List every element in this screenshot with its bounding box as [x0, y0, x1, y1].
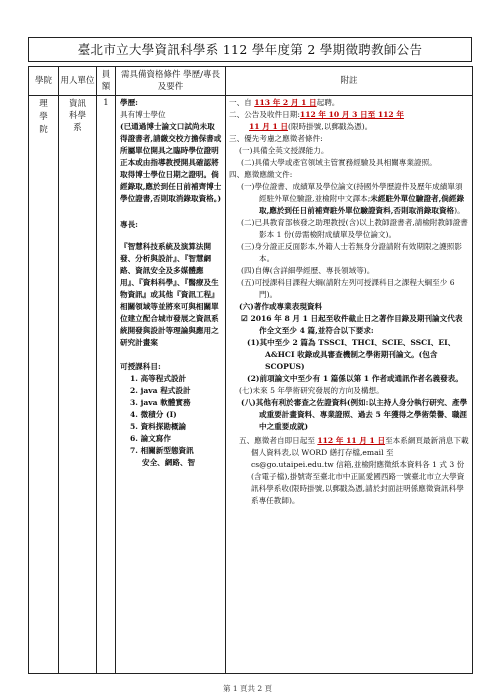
cell-dept — [29, 96, 59, 674]
edu-label: 學歷: — [120, 98, 138, 107]
cell-units — [59, 96, 97, 674]
recruitment-table — [28, 66, 473, 674]
dept-text: 理學院 — [39, 99, 48, 135]
header-dept: 學院 — [29, 67, 59, 96]
note-4-6-2: (2)前項論文中至少有 1 篇係以第 1 作者或通訊作者名義發表。 — [247, 374, 463, 383]
table-header-row — [29, 67, 473, 96]
note-4-8: (八)其他有利於審查之佐證資料(例如:以主持人身分執行研究、產學或重要計畫資料、專業證照、過去 5 年獲得之學術榮譽、職涯中之重要成就) — [241, 398, 468, 431]
note-4-7: (七)未來 5 年學術研究發展的方向及構想。 — [239, 386, 384, 395]
cell-requirements — [116, 96, 226, 674]
note-4-6-1: (1)其中至少 2 篇為 TSSCI、THCI、SCIE、SSCI、EI、A&HCI 收錄或具審查機制之學術期刊論文。(包含 SCOPUS) — [247, 338, 456, 371]
note-2-cont: 11 月 1 日(限時掛號,以郵戳為憑)。 — [249, 122, 373, 131]
table-row — [29, 96, 473, 674]
header-notes: 附註 — [226, 67, 473, 96]
course-item: 2. java 程式設計 — [130, 386, 191, 395]
note-4: 四、應徵應繳文件: — [229, 170, 293, 179]
cell-notes — [226, 96, 473, 674]
spec-detail: 『智慧科技系統及演算法開發、分析與設計』、『智慧網路、資訊安全及多媒體應用』、『資料科學』、『醫療及生物資訊』或其他『資訊工程』相關領域等並將來可與相關單位建立配合城市發展之資訊系統開發與設計等理論與應用之研究計畫案 — [120, 242, 219, 347]
note-4-6-check: ☑ 2016 年 8 月 1 日起至收件截止日之著作目錄及期刊論文代表作全文至少 4 篇,並符合以下要求: — [241, 314, 463, 335]
units-text: 資訊科學系 — [68, 99, 86, 133]
course-item: 5. 資料探勘概論 — [130, 422, 187, 431]
course-item: 6. 論文寫作 — [130, 434, 171, 443]
spec-label: 專長: — [120, 220, 138, 229]
note-4-6: (六)著作或專業表現資料 — [239, 302, 323, 311]
header-units: 用人單位 — [59, 67, 97, 96]
note-3-2: (二)具備大學或產官領域主管實務經驗及具相關專業證照。 — [241, 158, 437, 167]
note-4-3: (三)身分證正反面影本,外籍人士若無身分證請附有效期限之護照影本。 — [241, 242, 462, 263]
note-4-5: (五)可授課科目課程大綱(請附左列可授課科目之課程大綱至少 6 門)。 — [241, 278, 455, 299]
course-label: 可授課科目: — [120, 362, 161, 371]
page-footer: 第 1 頁共 2 頁 — [222, 684, 273, 693]
cell-count: 1 — [97, 96, 116, 674]
note-4-4: (四)自傳(含詳細學經歷、專長領域等)。 — [241, 266, 375, 275]
header-count: 員額 — [97, 67, 116, 96]
course-item: 7. 相關新型態資訊 — [130, 446, 194, 455]
note-5: 五、應徵者自即日起至 112 年 11 月 1 日至本系網頁最新消息下載個人資料表,以 WORD 繕打存檔,email 至 cs@go.utaipei.edu.tw 信箱,並檢附應徵紙本資料各 1 式 3 份(含電子檔),掛號寄至臺北市中正區愛國西路一號臺北市立大學資訊科學系收(限時掛號,以郵戳為憑,請於封面註明係應徵資訊科學系專任教師)。 — [239, 436, 469, 505]
course-item: 1. 高等程式設計 — [130, 374, 187, 383]
note-3-1: (一)具備全英文授課能力。 — [239, 146, 329, 155]
note-1: 一、自 113 年 2 月 1 日起聘。 — [229, 98, 340, 107]
note-3: 三、優先考慮之應徵者條件: — [229, 134, 323, 143]
header-requirements: 需具備資格條件 學歷/專長及要件 — [116, 67, 226, 96]
note-2: 二、公告及收件日期:112 年 10 月 3 日至 112 年 — [229, 110, 404, 119]
note-4-2: (二)已具教育部核發之助理教授(含)以上教師證書者,請檢附教師證書影本 1 份(毋需檢附成績單及學位論文)。 — [241, 218, 468, 239]
edu-text: 具有博士學位 — [120, 110, 166, 119]
page-title: 臺北市立大學資訊科學系 112 學年度第 2 學期徵聘教師公告 — [28, 37, 472, 62]
course-item: 4. 微積分 (I) — [130, 410, 177, 419]
note-4-1: (一)學位證書、成績單及學位論文(持國外學歷證件及歷年成績單須經駐外單位驗證,並檢附中文譯本;未經駐外單位驗證者,倘經錄取,應於到任日前補齊駐外單位驗證資料,否則取消錄取資格)。 — [241, 182, 465, 215]
edu-detail: (已通過博士論文口試尚未取得證書者,請繳交校方擔保書或所屬單位開具之臨時學位證明正本或由指導教授開具確認將取得博士學位日期之證明。倘經錄取,應於到任日前補齊博士學位證書,否則取消錄取資格。) — [120, 122, 222, 203]
course-item: 3. java 軟體實務 — [130, 398, 191, 407]
course-item-tail: 安全、網路、智 — [142, 458, 196, 467]
